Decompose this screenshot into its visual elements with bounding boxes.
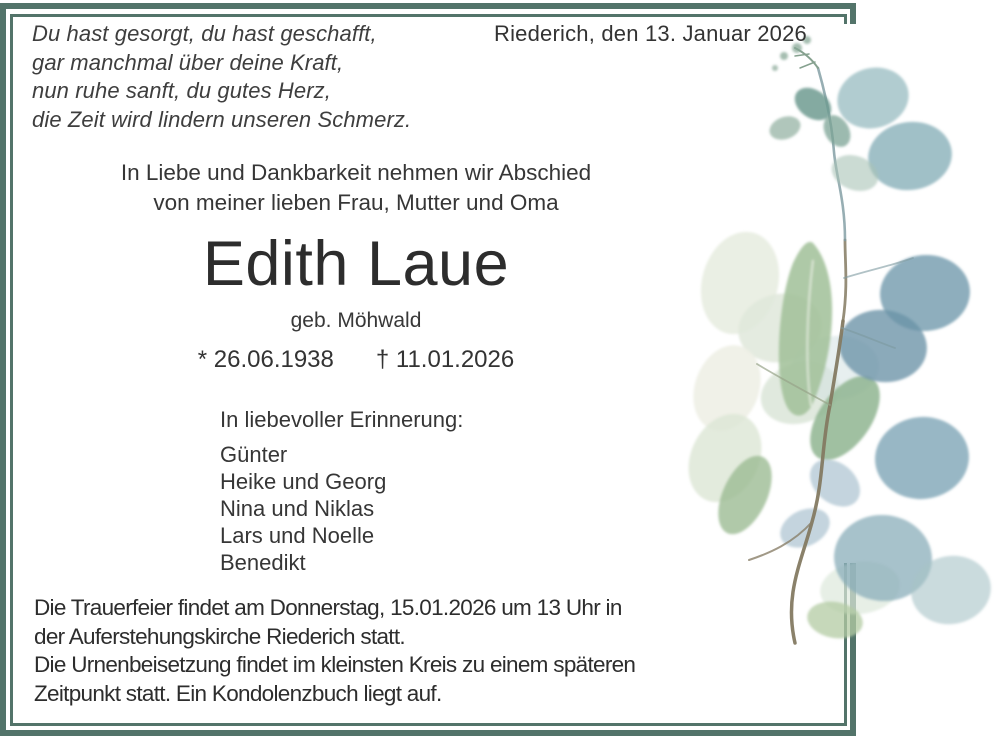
mourner-name: Lars und Noelle <box>220 523 375 548</box>
intro-line: In Liebe und Dankbarkeit nehmen wir Abschied <box>120 160 592 185</box>
memorial-poem <box>32 20 411 134</box>
poem-line: Du hast gesorgt, du hast geschafft, <box>32 21 377 46</box>
place-and-date: Riederich, den 13. Januar 2026 <box>494 21 807 46</box>
life-dates <box>0 346 712 374</box>
death-date: † 11.01.2026 <box>375 346 515 373</box>
deceased-name: Edith Laue <box>202 229 510 299</box>
birth-date: * 26.06.1938 <box>197 346 334 373</box>
mourner-name: Heike und Georg <box>220 469 387 494</box>
mourners-list <box>220 441 386 576</box>
funeral-line: Die Trauerfeier findet am Donnerstag, 15.01.2026 um 13 Uhr in <box>34 595 622 620</box>
intro-line: von meiner lieben Frau, Mutter und Oma <box>153 190 559 215</box>
mourner-name: Günter <box>220 442 288 467</box>
poem-line: die Zeit wird lindern unseren Schmerz. <box>32 106 412 132</box>
mourner-name: Benedikt <box>220 550 306 575</box>
funeral-line: Die Urnenbeisetzung findet im kleinsten Kreis zu einem späteren <box>34 652 636 677</box>
maiden-name: geb. Möhwald <box>290 309 422 332</box>
mourner-name: Nina und Niklas <box>220 496 375 521</box>
funeral-line: der Auferstehungskirche Riederich statt. <box>34 623 405 649</box>
poem-line: gar manchmal über deine Kraft, <box>32 49 344 75</box>
funeral-information <box>34 594 635 708</box>
poem-line: nun ruhe sanft, du gutes Herz, <box>32 78 331 103</box>
funeral-line: Zeitpunkt statt. Ein Kondolenzbuch liegt auf. <box>34 680 442 706</box>
remembrance-heading: In liebevoller Erinnerung: <box>220 407 464 432</box>
intro-text <box>0 158 712 218</box>
